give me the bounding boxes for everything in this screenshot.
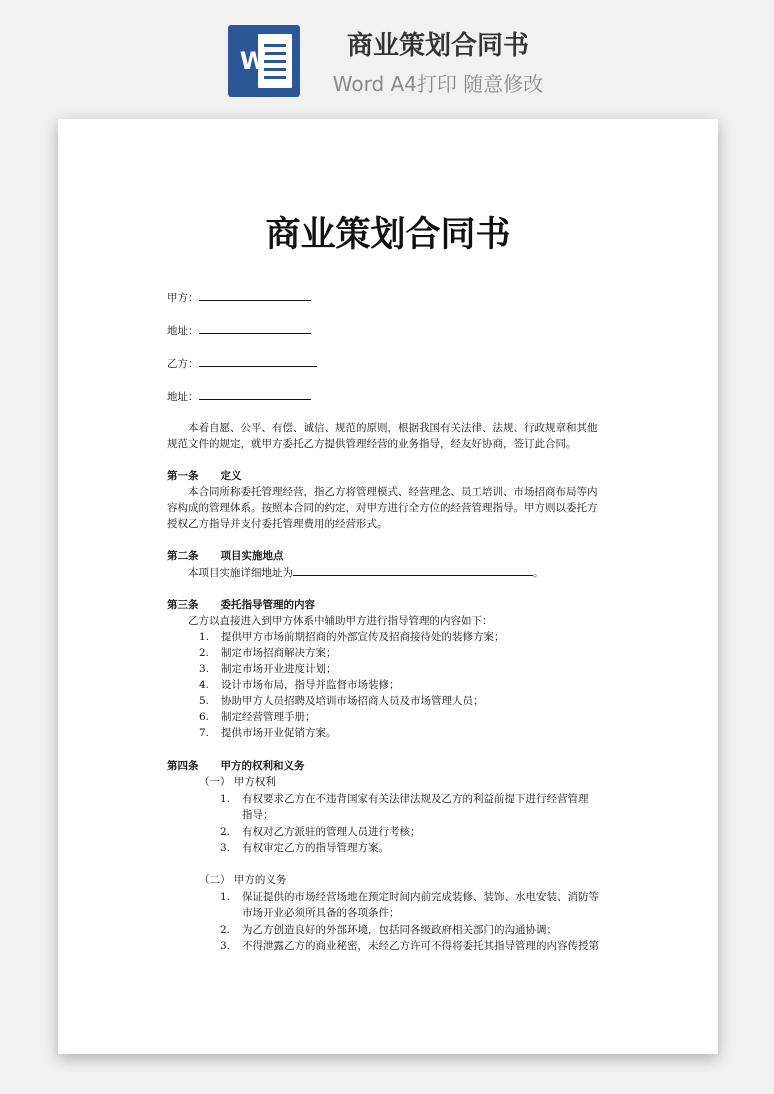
- article-4-number: 第四条: [167, 760, 199, 772]
- list-item: 3. 制定市场开业进度计划；: [199, 663, 337, 675]
- article-3-number: 第三条: [167, 599, 199, 611]
- banner-subtitle: Word A4打印 随意修改: [332, 72, 544, 96]
- party-a-blank[interactable]: [199, 289, 311, 301]
- list-item: 4. 设计市场布局，指导并监督市场装修；: [199, 679, 400, 691]
- list-item: 2. 有权对乙方派驻的管理人员进行考核；: [220, 826, 421, 838]
- banner-title: 商业策划合同书: [346, 31, 529, 61]
- party-b-address-blank[interactable]: [199, 388, 311, 400]
- article-1-heading: [167, 468, 242, 484]
- list-item: 1. 有权要求乙方在不违背国家有关法律法规及乙方的利益前提下进行经营管理: [220, 793, 589, 805]
- project-address-blank[interactable]: [293, 564, 533, 576]
- preamble: 本着自愿、公平、有偿、诚信、规范的原则，根据我国有关法律、法规、行政规章和其他规范文件的规定，就甲方委托乙方提供管理经营的业务指导，经友好协商，签订此合同。: [167, 422, 598, 450]
- article-2-body-prefix: 本项目实施详细地址为: [188, 567, 293, 579]
- document-page: [58, 119, 718, 1054]
- article-3-heading: [167, 597, 315, 613]
- list-item: 5. 协助甲方人员招聘及培训市场招商人员及市场管理人员；: [199, 695, 484, 707]
- article-3-intro: 乙方以直接进入到甲方体系中辅助甲方进行指导管理的内容如下：: [188, 615, 493, 627]
- article-1-number: 第一条: [167, 470, 199, 482]
- article-2-number: 第二条: [167, 550, 199, 562]
- list-item-continuation: 指导；: [242, 809, 274, 821]
- word-icon: [228, 25, 300, 97]
- party-b-line: [167, 355, 317, 372]
- party-b-label: 乙方：: [167, 358, 199, 370]
- party-a-address-blank[interactable]: [199, 322, 311, 334]
- list-item: 3. 不得泄露乙方的商业秘密，未经乙方许可不得将委托其指导管理的内容传授第: [220, 940, 599, 952]
- word-icon-letter: W: [239, 47, 267, 75]
- article-2-title: 项目实施地点: [220, 550, 284, 562]
- party-b-blank[interactable]: [199, 355, 317, 367]
- list-item: 2. 为乙方创造良好的外部环境，包括同各级政府相关部门的沟通协调；: [220, 924, 557, 936]
- article-4-heading: [167, 758, 305, 774]
- article-4-title: 甲方的权利和义务: [220, 760, 305, 772]
- article-1-title: 定义: [220, 470, 242, 482]
- party-b-address-label: 地址：: [167, 391, 199, 403]
- party-b-address-line: [167, 388, 311, 405]
- rights-heading: （一） 甲方权利: [199, 776, 276, 788]
- party-a-address-label: 地址：: [167, 325, 199, 337]
- list-item: 7. 提供市场开业促销方案。: [199, 727, 337, 739]
- article-2-heading: [167, 548, 284, 564]
- list-item: 3. 有权审定乙方的指导管理方案。: [220, 842, 389, 854]
- article-3-title: 委托指导管理的内容: [220, 599, 315, 611]
- list-item: 1. 提供甲方市场前期招商的外部宣传及招商接待处的装修方案；: [199, 631, 505, 643]
- document-title: 商业策划合同书: [265, 215, 511, 255]
- article-2-body: [188, 564, 544, 581]
- duties-heading: （二） 甲方的义务: [199, 874, 287, 886]
- party-a-label: 甲方：: [167, 292, 199, 304]
- list-item: 6. 制定经营管理手册；: [199, 711, 316, 723]
- party-a-line: [167, 289, 311, 306]
- list-item: 1. 保证提供的市场经营场地在预定时间内前完成装修、装饰、水电安装、消防等: [220, 891, 599, 903]
- party-a-address-line: [167, 322, 311, 339]
- article-2-body-suffix: 。: [533, 567, 544, 579]
- article-1-body: 本合同所称委托管理经营，指乙方将管理模式、经营理念、员工培训、市场招商布局等内容构成的管理体系。按照本合同的约定，对甲方进行全方位的经营管理指导。甲方则以委托方授权乙方指导并支付委托管理费用的经营形式。: [167, 486, 598, 530]
- list-item-continuation: 市场开业必须所具备的各项条件；: [242, 907, 400, 919]
- list-item: 2. 制定市场招商解决方案；: [199, 647, 337, 659]
